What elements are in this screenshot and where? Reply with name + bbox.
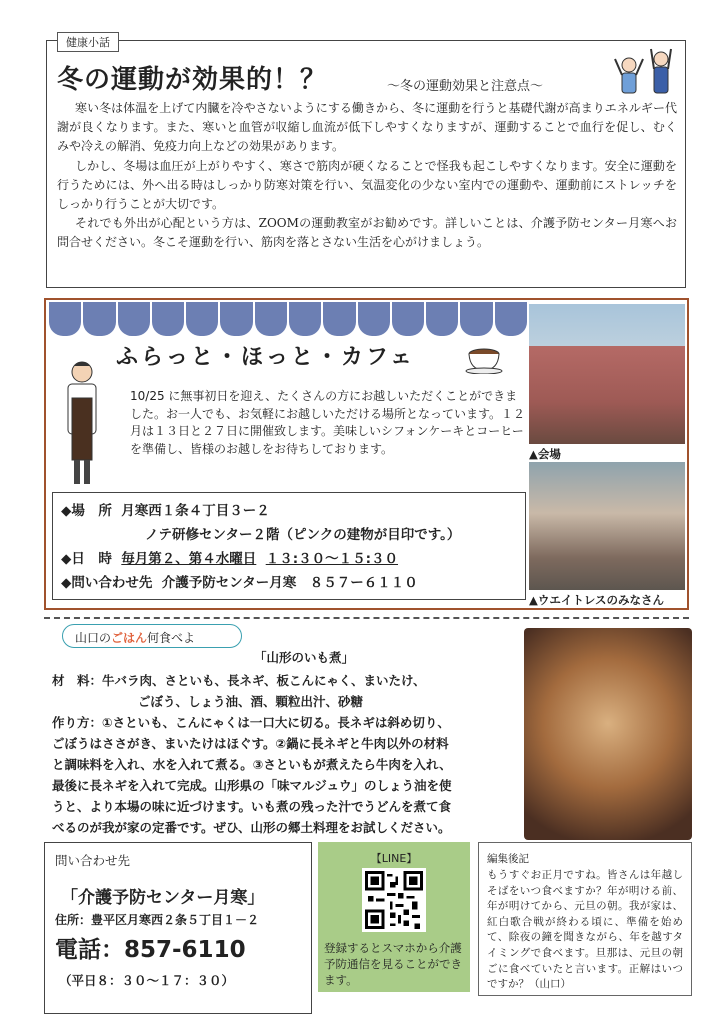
cafe-title: ふらっと・ほっと・カフェ <box>116 345 415 370</box>
waitress-photo <box>529 462 685 590</box>
method-line: 作り方：①さといも、こんにゃくは一口大に切る。長ネギは斜め切り、 <box>52 715 450 730</box>
cafe-description: 10/25 に無事初日を迎え、たくさんの方にお越しいただくことができました。お一人でも、お気軽にお越しいただける場所となっています。１２月は１３日と２７日に開催致します。美味しいシフォンケーキとコーヒーを準備し、皆様のお越しをお待ちしております。 <box>130 389 526 456</box>
ingredients-text-2: ごぼう、しょう油、酒、顆粒出汁、砂糖 <box>138 694 364 709</box>
contact-line <box>61 571 517 595</box>
contact-label: ◆問い合わせ先 <box>61 575 153 591</box>
coffee-cup-icon <box>464 340 504 374</box>
recipe-body <box>52 670 522 838</box>
line-section <box>318 842 470 992</box>
center-address: 住所：豊平区月寒西２条５丁目１－２ <box>55 913 260 927</box>
venue-photo-caption: ▲会場 <box>529 447 561 461</box>
place-label: ◆場 所 <box>61 503 112 519</box>
method-line: べるのが我が家の定番です。ぜひ、山形の郷土料理をお試しください。 <box>52 820 451 835</box>
date-label: ◆日 時 <box>61 551 112 567</box>
cafe-info-box <box>52 492 526 600</box>
health-tag: 健康小話 <box>57 32 119 52</box>
waiter-icon <box>52 358 112 488</box>
contact-value: 介護予防センター月寒 ８５７ー６１１０ <box>161 575 418 591</box>
place-value-2: ノテ研修センター２階（ピンクの建物が目印です。） <box>145 527 461 543</box>
health-section <box>46 36 686 288</box>
date-line <box>61 547 517 571</box>
exercise-people-icon <box>611 45 681 105</box>
center-hours: （平日８：３０～１７：３０） <box>59 973 235 988</box>
health-body <box>57 99 677 253</box>
line-description: 登録するとスマホから介護予防通信を見ることができます。 <box>324 941 462 987</box>
ingredients-row <box>52 670 522 691</box>
imoni-photo <box>524 628 692 840</box>
qr-code-icon <box>365 871 423 929</box>
awning-decoration <box>48 302 528 336</box>
time-value: １３:３０～１５:３０ <box>265 551 399 567</box>
recipe-name: 「山形のいも煮」 <box>254 650 355 665</box>
cafe-section <box>44 298 689 610</box>
editor-note <box>478 842 692 996</box>
place-value: 月寒西１条４丁目３ー２ <box>121 503 270 519</box>
health-title: 冬の運動が効果的！？ <box>57 65 328 95</box>
health-paragraph: しかし、冬場は血圧が上がりやすく、寒さで筋肉が硬くなることで怪我も起こしやすくなります。安全に運動を行うためには、外へ出る時はしっかり防寒対策を行い、気温変化の少ない室内での運動や、運動前にストレッチをしっかり行うことが大切です。 <box>57 158 677 212</box>
method-line: うと、より本場の味に近づけます。いも煮の残った汁でうどんを煮て食 <box>52 799 452 814</box>
place-line <box>61 499 517 523</box>
method-line: と調味料を入れ、水を入れて煮る。③さといもが煮えたら牛肉を入れ、 <box>52 757 452 772</box>
method-line: ごぼうはささがき、まいたけはほぐす。②鍋に長ネギと牛肉以外の材料 <box>52 736 449 751</box>
ingredients-text: 牛バラ肉、さといも、長ネギ、板こんにゃく、まいたけ、 <box>102 673 426 688</box>
venue-photo <box>529 304 685 444</box>
health-paragraph: それでも外出が心配という方は、ZOOMの運動教室がお勧めです。詳しいことは、介護予防センター月寒へお問合せください。冬こそ運動を行い、筋肉を落とさない生活を心がけましょう。 <box>57 216 677 250</box>
method-line: 最後に長ネギを入れて完成。山形県の「味マルジュウ」のしょう油を使 <box>52 778 452 793</box>
date-value: 毎月第２、第４水曜日 <box>121 551 257 567</box>
line-heading: 【LINE】 <box>370 852 418 865</box>
health-paragraph: 寒い冬は体温を上げて内臓を冷やさないようにする働きから、冬に運動を行うと基礎代謝が高まりエネルギー代謝が良くなります。また、寒いと血管が収縮し血流が低下しやすくなりますが、運動することで血行を促し、むくみや冷えの解消、免疫力向上などの効果があります。 <box>57 101 677 154</box>
editor-heading: 編集後記 <box>487 853 529 865</box>
center-name: 「介護予防センター月寒」 <box>61 888 265 908</box>
ingredients-label: 材 料： <box>52 673 103 688</box>
contact-section <box>44 842 312 1014</box>
health-subtitle: ～冬の運動効果と注意点～ <box>387 79 544 94</box>
contact-heading: 問い合わせ先 <box>55 853 131 868</box>
center-phone: 電話：857-6110 <box>55 937 246 963</box>
waitress-photo-caption: ▲ウエイトレスのみなさん <box>529 593 664 607</box>
recipe-tag-suffix: 何食べよ <box>147 631 196 645</box>
recipe-tag <box>62 624 242 648</box>
recipe-tag-highlight: ごはん <box>111 631 148 645</box>
section-divider <box>44 617 689 619</box>
line-qr-code[interactable] <box>362 868 426 932</box>
editor-text: もうすぐお正月ですね。皆さんは年越しそばをいつ食べますか？年が明ける前、年が明けてから、元旦の朝。我が家は、紅白歌合戦が終わる頃に、準備を始めて、除夜の鐘を聞きながら、年を越すタイミングで食べます。旦那は、元旦の朝ごに食べていたと言います。正解はいつですか？（山口） <box>487 869 683 991</box>
place-line-2 <box>61 523 517 547</box>
recipe-tag-prefix: 山口の <box>75 631 112 645</box>
